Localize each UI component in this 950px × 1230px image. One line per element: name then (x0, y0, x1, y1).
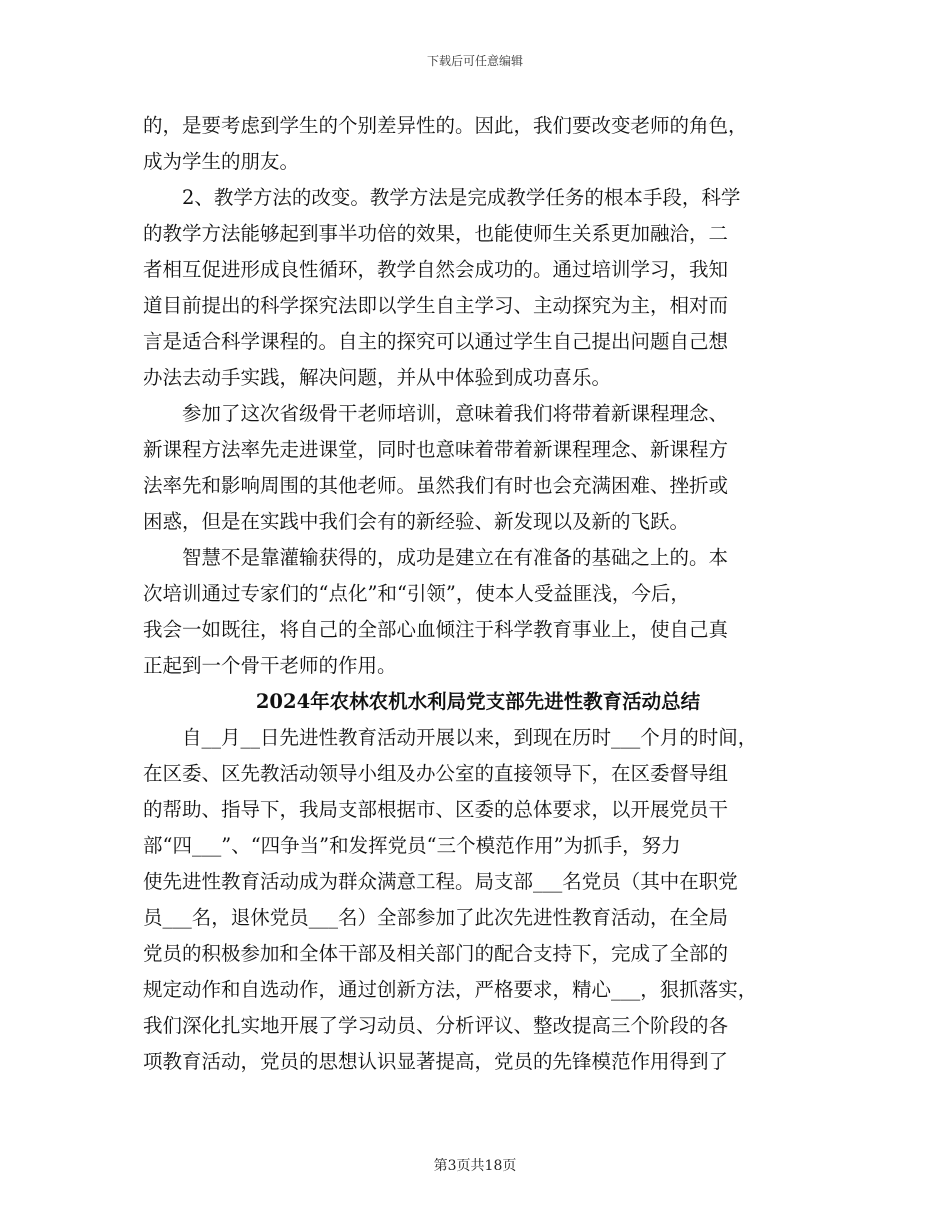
body-line: 道目前提出的科学探究法即以学生自主学习、主动探究为主，相对而 (143, 294, 729, 317)
section-line: 项教育活动，党员的思想认识显著提高，党员的先锋模范作用得到了 (143, 1050, 729, 1073)
section-line: 使先进性教育活动成为群众满意工程。局支部___名党员（其中在职党 (143, 870, 738, 893)
body-line: 智慧不是靠灌输获得的，成功是建立在有准备的基础之上的。本 (143, 546, 729, 569)
body-line: 2、教学方法的改变。教学方法是完成教学任务的根本手段，科学 (143, 186, 741, 209)
section-line: 部“四___”、“四争当”和发挥党员“三个模范作用”为抓手，努力 (143, 834, 681, 857)
section-line: 规定动作和自选动作，通过创新方法，严格要求，精心___，狠抓落实， (143, 978, 758, 1001)
body-line: 的教学方法能够起到事半功倍的效果，也能使师生关系更加融洽，二 (143, 222, 729, 245)
section-line: 我们深化扎实地开展了学习动员、分析评议、整改提高三个阶段的各 (143, 1014, 729, 1037)
body-line: 法率先和影响周围的其他老师。虽然我们有时也会充满困难、挫折或 (143, 474, 729, 497)
section-line: 员___名，退休党员___名）全部参加了此次先进性教育活动，在全局 (143, 906, 729, 929)
document-body (143, 108, 813, 1080)
body-line: 言是适合科学课程的。自主的探究可以通过学生自己提出问题自己想 (143, 330, 729, 353)
section-line: 自__月__日先进性教育活动开展以来，到现在历时___个月的时间， (143, 726, 758, 749)
body-line: 参加了这次省级骨干老师培训，意味着我们将带着新课程理念、 (143, 402, 729, 425)
body-line: 我会一如既往，将自己的全部心血倾注于科学教育事业上，使自己真 (143, 618, 729, 641)
section-title: 2024年农林农机水利局党支部先进性教育活动总结 (255, 690, 701, 713)
body-line: 新课程方法率先走进课堂，同时也意味着带着新课程理念、新课程方 (143, 438, 729, 461)
section-line: 的帮助、指导下，我局支部根据市、区委的总体要求，以开展党员干 (143, 798, 729, 821)
body-line: 者相互促进形成良性循环，教学自然会成功的。通过培训学习，我知 (143, 258, 729, 281)
body-line: 成为学生的朋友。 (143, 150, 300, 173)
body-line: 的，是要考虑到学生的个别差异性的。因此，我们要改变老师的角色， (143, 114, 748, 137)
section-line: 在区委、区先教活动领导小组及办公室的直接领导下，在区委督导组 (143, 762, 729, 785)
body-line: 办法去动手实践，解决问题，并从中体验到成功喜乐。 (143, 366, 612, 389)
page-footer: 第3页共18页 (433, 1158, 517, 1174)
body-line: 困惑，但是在实践中我们会有的新经验、新发现以及新的飞跃。 (143, 510, 690, 533)
section-line: 党员的积极参加和全体干部及相关部门的配合支持下，完成了全部的 (143, 942, 729, 965)
body-line: 正起到一个骨干老师的作用。 (143, 654, 397, 677)
body-line: 次培训通过专家们的“点化”和“引领”，使本人受益匪浅，今后， (143, 582, 690, 605)
page-header: 下载后可任意编辑 (426, 54, 523, 68)
